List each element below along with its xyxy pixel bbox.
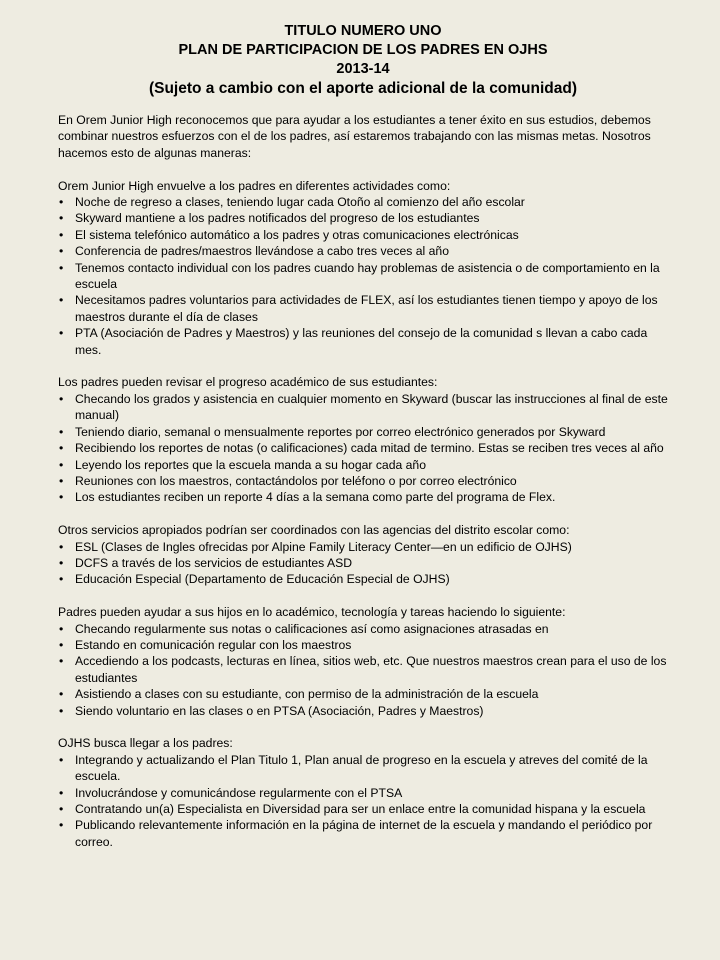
section-intro: Los padres pueden revisar el progreso académico de sus estudiantes: (58, 375, 438, 390)
list-item: • Leyendo los reportes que la escuela manda a su hogar cada año (58, 457, 668, 473)
list-item: • Teniendo diario, semanal o mensualmente reportes por correo electrónico generados por Skyward (58, 424, 668, 440)
list-item: • Integrando y actualizando el Plan Titulo 1, Plan anual de progreso en la escuela y atreves del comité de la escuela. (58, 752, 668, 785)
document-title-block (58, 22, 668, 98)
section-academic-progress (58, 374, 668, 505)
list-item: • Noche de regreso a clases, teniendo lugar cada Otoño al comienzo del año escolar (58, 194, 668, 210)
bullet-list (58, 194, 668, 358)
section-intro: Orem Junior High envuelve a los padres en diferentes actividades como: (58, 178, 451, 193)
school-year: 2013-14 (336, 61, 390, 77)
list-item: • Recibiendo los reportes de notas (o calificaciones) cada mitad de termino. Estas se reciben tres veces al año (58, 440, 668, 456)
bullet-list (58, 621, 668, 719)
list-item: • Conferencia de padres/maestros llevándose a cabo tres veces al año (58, 243, 668, 259)
list-item: • Asistiendo a clases con su estudiante, con permiso de la administración de la escuela (58, 686, 668, 702)
section-activities (58, 178, 668, 358)
list-item: • Publicando relevantemente información en la página de internet de la escuela y mandando el periódico por correo. (58, 817, 668, 850)
list-item: • Checando regularmente sus notas o calificaciones así como asignaciones atrasadas en (58, 621, 668, 637)
section-intro: Otros servicios apropiados podrían ser coordinados con las agencias del distrito escolar como: (58, 523, 570, 538)
list-item: • Checando los grados y asistencia en cualquier momento en Skyward (buscar las instrucciones al final de este manual) (58, 391, 668, 424)
list-item: • ESL (Clases de Ingles ofrecidas por Alpine Family Literacy Center—en un edificio de OJHS) (58, 539, 668, 555)
section-parent-help (58, 604, 668, 719)
list-item: • Los estudiantes reciben un reporte 4 días a la semana como parte del programa de Flex. (58, 489, 668, 505)
list-item: • Reuniones con los maestros, contactándolos por teléfono o por correo electrónico (58, 473, 668, 489)
section-intro: OJHS busca llegar a los padres: (58, 736, 233, 751)
intro-paragraph: En Orem Junior High reconocemos que para ayudar a los estudiantes a tener éxito en sus estudios, debemos combinar nuestros esfuerzos con el de los padres, así estaremos trabajando con las mismas metas. Nosotros hacemos esto de algunas maneras: (58, 113, 651, 160)
bullet-list (58, 539, 668, 588)
subject-to-change-note: (Sujeto a cambio con el aporte adicional de la comunidad) (148, 80, 578, 97)
list-item: • Tenemos contacto individual con los padres cuando hay problemas de asistencia o de comportamiento en la escuela (58, 260, 668, 293)
document-title: TITULO NUMERO UNO (284, 23, 442, 39)
bullet-list (58, 391, 668, 506)
list-item: • Skyward mantiene a los padres notificados del progreso de los estudiantes (58, 210, 668, 226)
document-body (58, 112, 668, 850)
list-item: • El sistema telefónico automático a los padres y otras comunicaciones electrónicas (58, 227, 668, 243)
list-item: • Involucrándose y comunicándose regularmente con el PTSA (58, 785, 668, 801)
list-item: • Siendo voluntario en las clases o en PTSA (Asociación, Padres y Maestros) (58, 703, 668, 719)
list-item: • Educación Especial (Departamento de Educación Especial de OJHS) (58, 571, 668, 587)
list-item: • Accediendo a los podcasts, lecturas en línea, sitios web, etc. Que nuestros maestros crean para el uso de los estudiantes (58, 653, 668, 686)
section-other-services (58, 522, 668, 588)
list-item: • Contratando un(a) Especialista en Diversidad para ser un enlace entre la comunidad hispana y la escuela (58, 801, 668, 817)
list-item: • DCFS a través de los servicios de estudiantes ASD (58, 555, 668, 571)
list-item: • PTA (Asociación de Padres y Maestros) y las reuniones del consejo de la comunidad s llevan a cabo cada mes. (58, 325, 668, 358)
plan-title: PLAN DE PARTICIPACION DE LOS PADRES EN OJHS (178, 42, 548, 58)
list-item: • Estando en comunicación regular con los maestros (58, 637, 668, 653)
bullet-list (58, 752, 668, 850)
list-item: • Necesitamos padres voluntarios para actividades de FLEX, así los estudiantes tienen tiempo y apoyo de los maestros durante el día de clases (58, 292, 668, 325)
section-outreach (58, 735, 668, 850)
section-intro: Padres pueden ayudar a sus hijos en lo académico, tecnología y tareas haciendo lo siguiente: (58, 605, 566, 620)
